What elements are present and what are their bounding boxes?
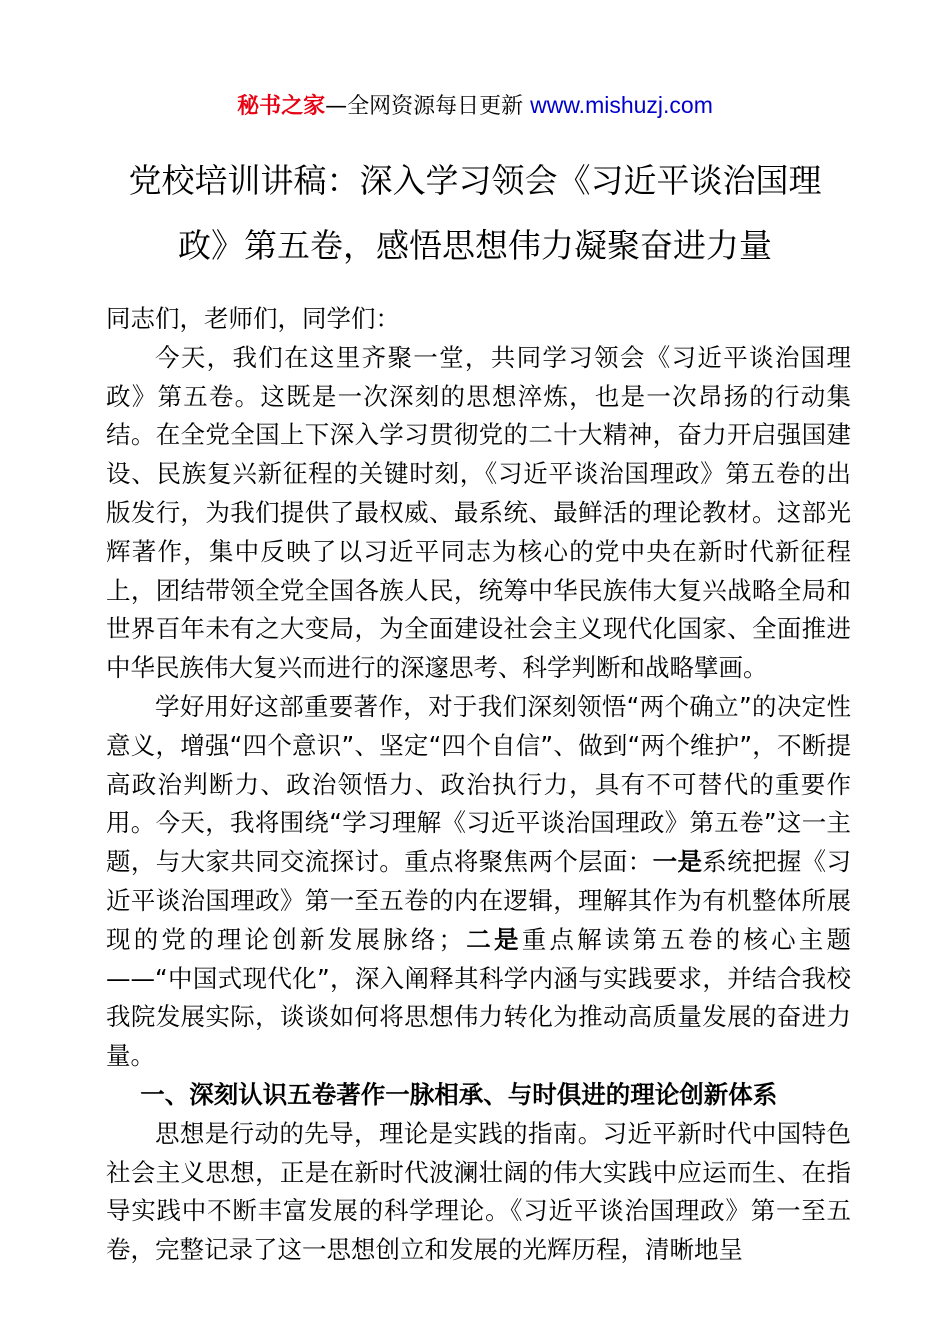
header-tagline: —全网资源每日更新 bbox=[325, 94, 531, 119]
title-line-1: 党校培训讲稿：深入学习领会《习近平谈治国理 bbox=[128, 161, 822, 200]
document-title bbox=[60, 148, 890, 278]
brand-name: 秘书之家 bbox=[237, 94, 326, 119]
site-header bbox=[0, 88, 950, 124]
paragraph-focus-text-a: 学好用好这部重要著作，对于我们深刻领悟“两个确立”的决定性意义，增强“四个意识”、坚定“四个自信”、做到“两个维护”，不断提高政治判断力、政治领悟力、政治执行力，具有不可替代的重要作用。今天，我将围绕“学习理解《习近平谈治国理政》第五卷”这一主题，与大家共同交流探讨。重点将聚焦两个层面： bbox=[106, 691, 851, 877]
salutation: 同志们，老师们，同学们： bbox=[106, 304, 400, 333]
paragraph-focus bbox=[106, 688, 851, 1076]
paragraph-section-1: 思想是行动的先导，理论是实践的指南。习近平新时代中国特色社会主义思想，正是在新时代波澜壮阔的伟大实践中应运而生、在指导实践中不断丰富发展的科学理论。《习近平谈治国理政》第一至五卷，完整记录了这一思想创立和发展的光辉历程，清晰地呈 bbox=[106, 1118, 851, 1265]
title-line-2: 政》第五卷，感悟思想伟力凝聚奋进力量 bbox=[178, 226, 772, 265]
emphasis-first: 一是 bbox=[652, 847, 703, 877]
emphasis-second: 二是 bbox=[463, 924, 522, 954]
site-url-link[interactable]: www.mishuzj.com bbox=[530, 92, 713, 118]
paragraph-intro: 今天，我们在这里齐聚一堂，共同学习领会《习近平谈治国理政》第五卷。这既是一次深刻的思想淬炼，也是一次昂扬的行动集结。在全党全国上下深入学习贯彻党的二十大精神，奋力开启强国建设、民族复兴新征程的关键时刻，《习近平谈治国理政》第五卷的出版发行，为我们提供了最权威、最系统、最鲜活的理论教材。这部光辉著作，集中反映了以习近平同志为核心的党中央在新时代新征程上，团结带领全党全国各族人民，统筹中华民族伟大复兴战略全局和世界百年未有之大变局，为全面建设社会主义现代化国家、全面推进中华民族伟大复兴而进行的深邃思考、科学判断和战略擘画。 bbox=[106, 342, 851, 683]
paragraph-focus-text-b: 系统把握《习近平谈治国理政》第一至五卷的内在逻辑，理解其作为有机整体所展现的党的理论创新发展脉络； bbox=[106, 847, 852, 954]
document-body bbox=[106, 300, 851, 1270]
section-heading-1: 一、深刻认识五卷著作一脉相承、与时俱进的理论创新体系 bbox=[140, 1079, 778, 1109]
paragraph-focus-text-c: 重点解读第五卷的核心主题——“中国式现代化”，深入阐释其科学内涵与实践要求，并结合我校我院发展实际，谈谈如何将思想伟力转化为推动高质量发展的奋进力量。 bbox=[106, 924, 852, 1071]
